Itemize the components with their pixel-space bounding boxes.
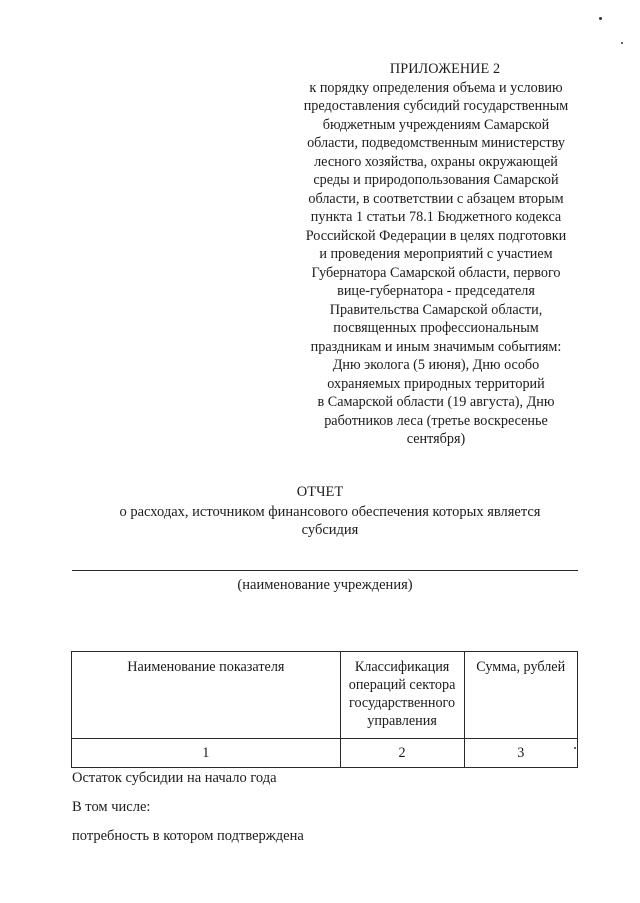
- appendix-line: праздникам и иным значимым событиям:: [310, 338, 562, 355]
- report-subtitle-line: о расходах, источником финансового обеспечения которых является: [119, 504, 541, 520]
- appendix-line: Правительства Самарской области,: [329, 301, 543, 318]
- appendix-line: к порядку определения объема и условию: [309, 79, 563, 96]
- appendix-line: сентября): [406, 431, 466, 447]
- appendix-line: посвященных профессиональным: [333, 320, 539, 336]
- appendix-line: пункта 1 статьи 78.1 Бюджетного кодекса: [310, 209, 562, 225]
- appendix-line: и проведения мероприятий с участием: [319, 246, 553, 262]
- appendix-line: Дню эколога (5 июня), Дню особо: [332, 357, 540, 373]
- header-amount: Сумма, рублей: [464, 652, 578, 739]
- appendix-line: предоставления субсидий государственным: [303, 98, 569, 114]
- table-header-row: [72, 652, 578, 739]
- appendix-line: работников леса (третье воскресенье: [324, 412, 548, 429]
- appendix-line: области, в соответствии с абзацем вторым: [308, 190, 564, 207]
- appendix-line: среды и природопользования Самарской: [313, 172, 559, 188]
- column-number-cell: 3: [464, 739, 578, 768]
- appendix-line: Российской Федерации в целях подготовки: [305, 227, 567, 244]
- appendix-line: в Самарской области (19 августа), Дню: [317, 394, 555, 410]
- scan-speck: [599, 17, 602, 20]
- appendix-line: охраняемых природных территорий: [327, 375, 545, 392]
- scan-speck: [621, 42, 623, 44]
- body-line-need-confirmed: потребность в котором подтверждена: [72, 828, 304, 844]
- institution-caption: (наименование учреждения): [237, 577, 413, 593]
- header-classification: Классификация операций сектора государственного управления: [340, 652, 464, 739]
- appendix-header: [282, 60, 590, 449]
- report-subtitle: [80, 503, 580, 539]
- appendix-line: Губернатора Самарской области, первого: [311, 264, 561, 281]
- table-row: [72, 739, 578, 768]
- report-table: [71, 651, 578, 768]
- scan-speck: [574, 747, 576, 749]
- appendix-line: бюджетным учреждениям Самарской: [322, 116, 550, 133]
- column-number-cell: 2: [340, 739, 464, 768]
- body-line-including: В том числе:: [72, 799, 151, 815]
- report-subtitle-line: субсидия: [301, 522, 359, 538]
- header-indicator-name: Наименование показателя: [72, 652, 341, 739]
- appendix-line: вице-губернатора - председателя: [337, 283, 535, 299]
- appendix-line: области, подведомственным министерству: [307, 135, 565, 151]
- report-title: ОТЧЕТ: [296, 484, 344, 500]
- appendix-title: ПРИЛОЖЕНИЕ 2: [389, 61, 501, 77]
- column-number-cell: 1: [72, 739, 341, 768]
- body-line-balance-start: Остаток субсидии на начало года: [72, 770, 277, 786]
- institution-name-rule: [72, 570, 578, 571]
- appendix-line: лесного хозяйства, охраны окружающей: [314, 153, 558, 170]
